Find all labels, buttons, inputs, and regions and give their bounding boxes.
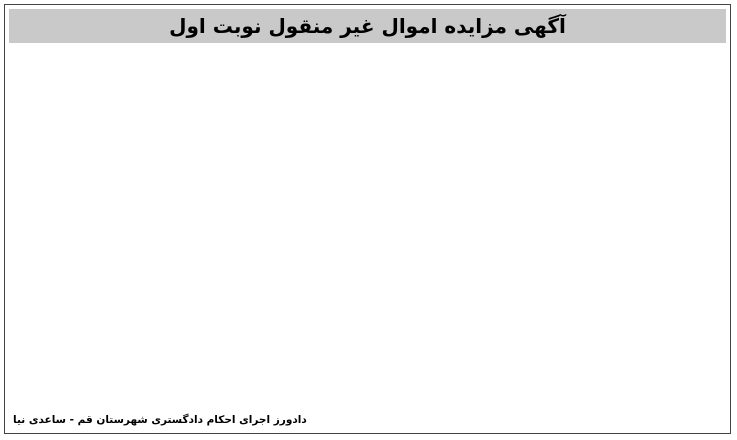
notice-column-left [373, 49, 723, 407]
auction-notice [4, 4, 731, 434]
notice-title-bar [9, 9, 726, 43]
notice-column-right [13, 49, 363, 407]
notice-signature: دادورز اجرای احکام دادگستری شهرستان قم - ساعدی نیا [13, 414, 307, 426]
notice-body [13, 49, 722, 407]
notice-title: آگهی مزایده اموال غیر منقول نوبت اول [169, 14, 566, 38]
